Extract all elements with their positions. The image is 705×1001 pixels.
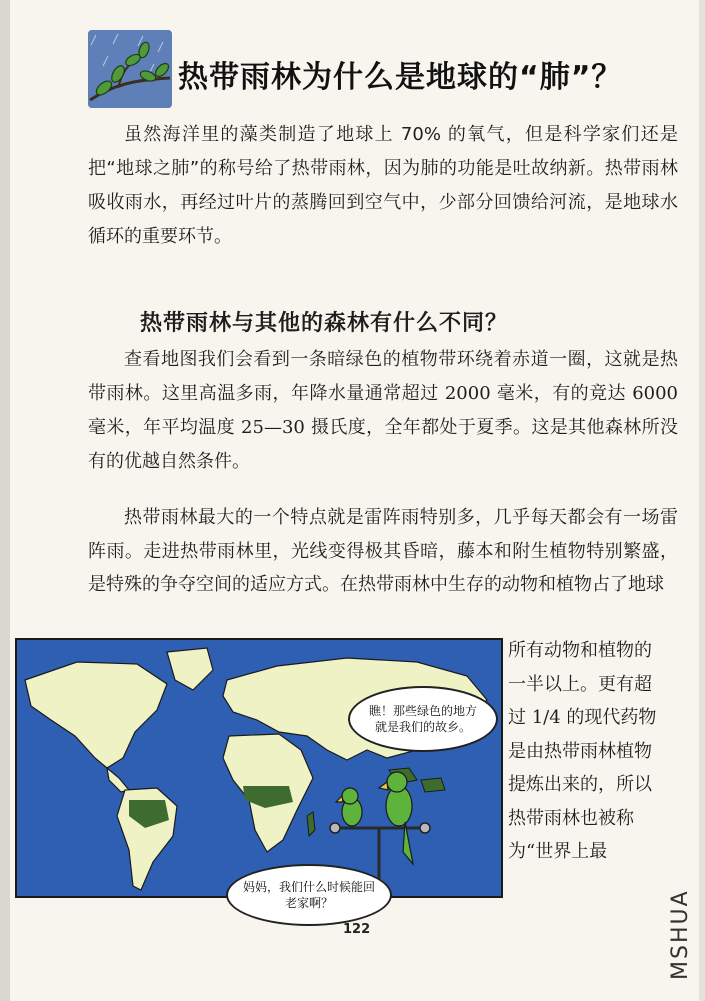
intro-paragraph: 虽然海洋里的藻类制造了地球上 70% 的氧气，但是科学家们还是把“地球之肺”的称号给了热带雨林，因为肺的功能是吐故纳新。热带雨林吸收雨水，再经过叶片的蒸腾回到空气中，少部分回馈给河流，是地球水循环的重要环节。 (88, 124, 678, 247)
page-left-edge (0, 0, 10, 1001)
paragraph-wrap-column: 所有动物和植物的一半以上。更有超过 1/4 的现代药物是由热带雨林植物提炼出来的，所以热带雨林也被称为“世界上最 (508, 640, 657, 862)
page-right-edge (699, 0, 705, 1001)
rain-leaves-icon (88, 30, 172, 108)
page-number: 122 (343, 922, 371, 937)
section-heading: 热带雨林与其他的森林有什么不同？ (140, 311, 509, 336)
paragraph-rainforest-climate: 查看地图我们会看到一条暗绿色的植物带环绕着赤道一圈，这就是热带雨林。这里高温多雨，年降水量通常超过 2000 毫米，有的竟达 6000 毫米，年平均温度 25—30 摄氏度，全年都处于夏季。这是其他森林所没有的优越自然条件。 (88, 349, 678, 472)
speech-bubble-child: 妈妈，我们什么时候能回老家啊？ (226, 864, 392, 926)
speech-bubble-parent: 瞧！那些绿色的地方就是我们的故乡。 (348, 686, 498, 752)
watermark: MSHUA (668, 889, 693, 981)
paragraph-thunderstorms: 热带雨林最大的一个特点就是雷阵雨特别多，几乎每天都会有一场雷阵雨。走进热带雨林里，光线变得极其昏暗，藤本和附生植物特别繁盛，是特殊的争夺空间的适应方式。在热带雨林中生存的动物和植物占了地球 (88, 507, 678, 595)
world-map-illustration (15, 638, 503, 898)
page-title: 热带雨林为什么是地球的“肺”？ (178, 60, 623, 95)
